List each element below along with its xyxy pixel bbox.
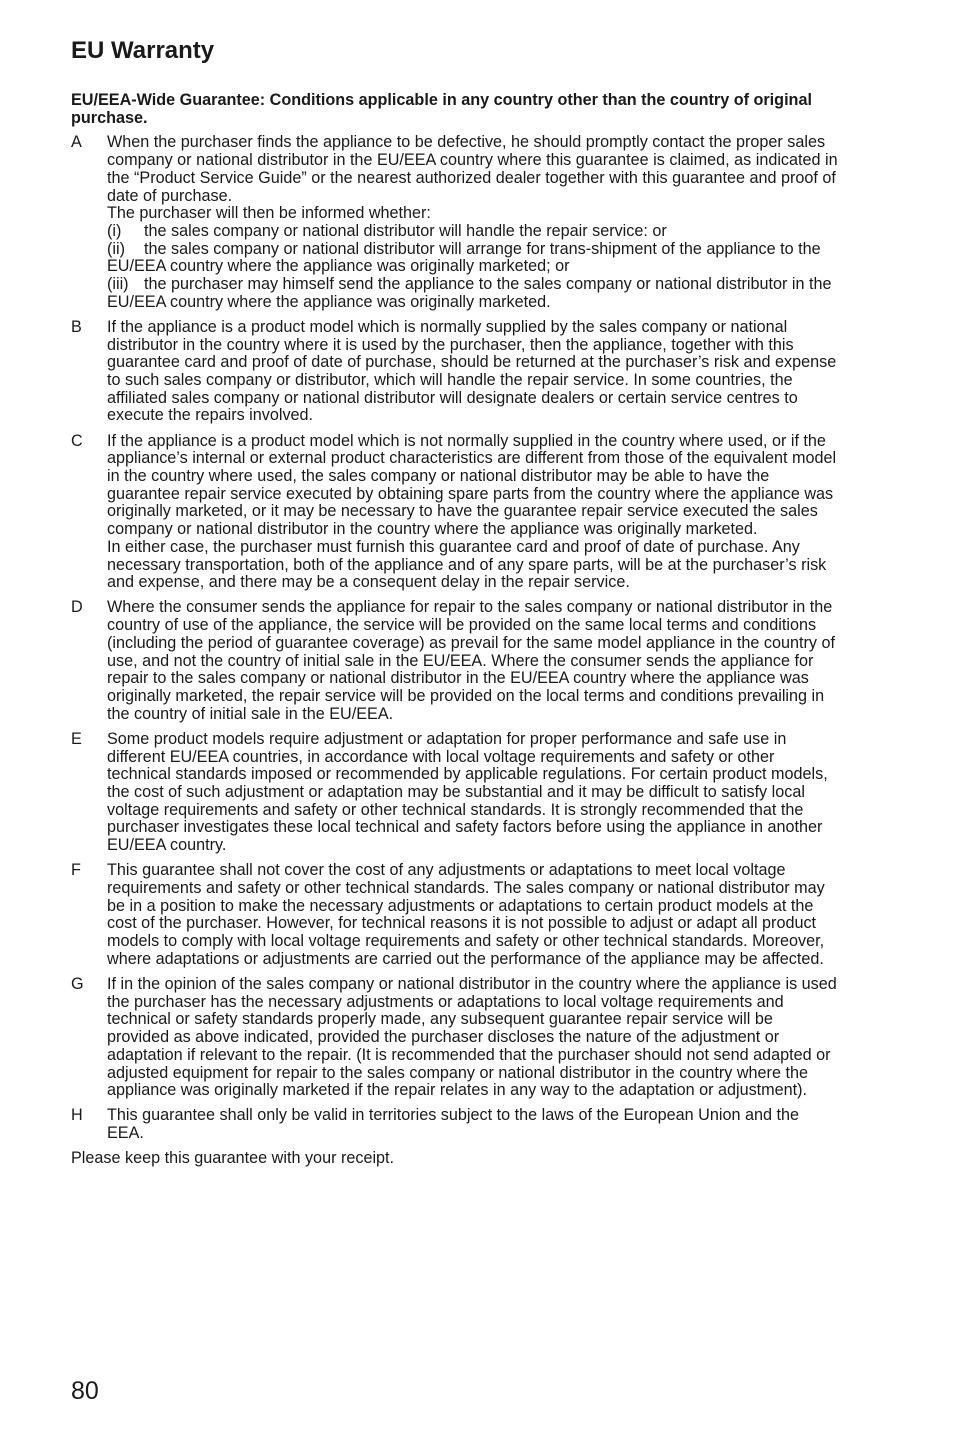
closing-note: Please keep this guarantee with your receipt. <box>71 1149 395 1168</box>
page-number: 80 <box>71 1377 99 1405</box>
page-title: EU Warranty <box>71 37 215 64</box>
clause-paragraph: If the appliance is a product model which is not normally supplied in the country where used, or if the appliance’s internal or external product characteristics are different from those of the equivalent model in the country where used, the sales company or national distributor may be able to have the guarantee repair service executed by obtaining spare parts from the country where the appliance was originally marketed, or it may be necessary to have the guarantee repair service executed the sales company or national distributor in the country where the appliance was originally marketed. <box>107 431 837 539</box>
clause-paragraph: If the appliance is a product model which is normally supplied by the sales company or national distributor in the country where it is used by the purchaser, then the appliance, together with this guarantee card and proof of date of purchase, should be returned at the purchaser’s risk and expense to such sales company or distributor, which will handle the repair service. In some countries, the affiliated sales company or national distributor will designate dealers or certain service centres to execute the repairs involved. <box>107 317 837 425</box>
clause-body <box>107 976 839 1100</box>
section-subheading: EU/EEA-Wide Guarantee: Conditions applicable in any country other than the country of original purchase. <box>71 91 812 127</box>
clause-letter: D <box>71 598 83 617</box>
clause-body <box>107 433 839 592</box>
warranty-content <box>71 92 839 1168</box>
clause-h <box>71 1107 839 1142</box>
clause-body <box>107 731 839 855</box>
sub-item-text: the sales company or national distributor will arrange for trans-shipment of the appliance to the EU/EEA country where the appliance was originally marketed; or <box>107 239 821 276</box>
sub-item-number: (iii) <box>107 275 129 294</box>
clause-body <box>107 862 839 968</box>
sub-item-number: (ii) <box>107 239 125 258</box>
clause-letter: F <box>71 861 81 880</box>
clause-body <box>107 134 839 311</box>
clause-letter: H <box>71 1106 83 1125</box>
clause-letter: A <box>71 133 82 152</box>
clause-paragraph: This guarantee shall only be valid in territories subject to the laws of the European Union and the EEA. <box>107 1106 799 1143</box>
clause-paragraph: In either case, the purchaser must furnish this guarantee card and proof of date of purchase. Any necessary transportation, both of the appliance and of any spare parts, will be at the purchaser’s risk and expense, and there may be a consequent delay in the repair service. <box>107 537 827 592</box>
clause-body <box>107 599 839 723</box>
clause-paragraph: This guarantee shall not cover the cost of any adjustments or adaptations to meet local voltage requirements and safety or other technical standards. The sales company or national distributor may be in a position to make the necessary adjustments or adaptations to certain product models at the cost of the purchaser. However, for technical reasons it is not possible to adjust or adapt all product models to comply with local voltage requirements and safety or other technical standards. Moreover, where adaptations or adjustments are carried out the performance of the appliance may be affected. <box>107 861 825 968</box>
clause-paragraph: If in the opinion of the sales company or national distributor in the country where the appliance is used the purchaser has the necessary adjustments or adaptations to local voltage requirements and technical or safety standards properly made, any subsequent guarantee repair service will be provided as above indicated, provided the purchaser discloses the nature of the adjustment or adaptation if relevant to the repair. (It is recommended that the purchaser should not send adapted or adjusted equipment for repair to the sales company or national distributor in the country where the appliance was originally marketed if the repair relates in any way to the adaptation or adjustment). <box>107 975 837 1100</box>
clause-letter: G <box>71 975 84 994</box>
clause-a <box>71 134 839 311</box>
sub-item-text: the sales company or national distributor will handle the repair service: or <box>144 221 667 240</box>
clause-paragraph: Where the consumer sends the appliance for repair to the sales company or national distributor in the country of use of the appliance, the service will be provided on the same local terms and conditions (including the period of guarantee coverage) as prevail for the same model appliance in the country of use, and not the country of initial sale in the EU/EEA. Where the consumer sends the appliance for repair to the sales company or national distributor in the EU/EEA country where the appliance was originally marketed, the repair service will be provided on the local terms and conditions prevailing in the country of initial sale in the EU/EEA. <box>107 598 835 723</box>
sub-item-text: the purchaser may himself send the appliance to the sales company or national distributor in the EU/EEA country where the appliance was originally marketed. <box>107 275 832 311</box>
clause-paragraph: Some product models require adjustment or adaptation for proper performance and safe use in different EU/EEA countries, in accordance with local voltage requirements and safety or other technical standards imposed or recommended by applicable regulations. For certain product models, the cost of such adjustment or adaptation may be substantial and it may be difficult to satisfy local voltage requirements and safety or other technical standards. It is strongly recommended that the purchaser investigates these local technical and safety factors before using the appliance in another EU/EEA country. <box>107 729 828 855</box>
clause-letter: E <box>71 729 82 748</box>
clause-body <box>107 1107 839 1142</box>
clause-d <box>71 599 839 723</box>
clause-letter: C <box>71 431 83 450</box>
clause-e <box>71 731 839 855</box>
clause-b <box>71 319 839 425</box>
clause-g <box>71 976 839 1100</box>
sub-item <box>107 276 839 311</box>
sub-item <box>107 223 839 241</box>
clause-paragraph: When the purchaser finds the appliance to be defective, he should promptly contact the proper sales company or national distributor in the EU/EEA country where this guarantee is claimed, as indicated in the “Product Service Guide” or the nearest authorized dealer together with this guarantee and proof of date of purchase. <box>107 133 838 205</box>
clause-paragraph: The purchaser will then be informed whether: <box>107 204 431 223</box>
sub-item <box>107 241 839 276</box>
clause-c <box>71 433 839 592</box>
clause-body <box>107 319 839 425</box>
clause-letter: B <box>71 317 82 336</box>
sub-item-number: (i) <box>107 221 122 240</box>
clause-f <box>71 862 839 968</box>
